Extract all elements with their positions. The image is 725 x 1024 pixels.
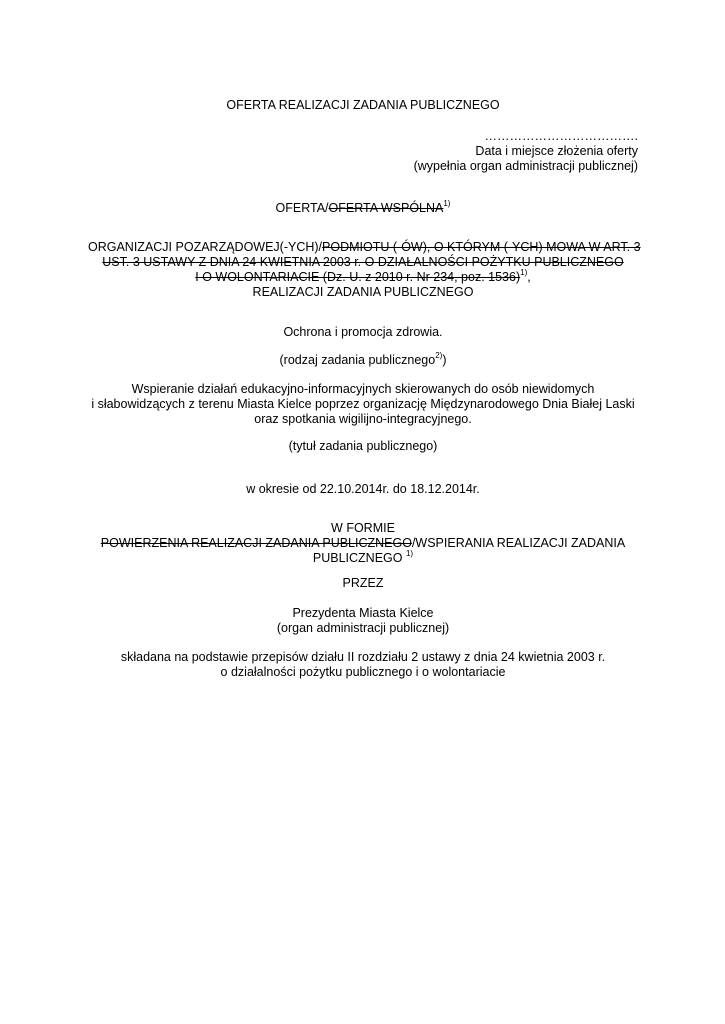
task-kind-caption-start: (rodzaj zadania publicznego	[279, 353, 436, 367]
form-struck: POWIERZENIA REALIZACJI ZADANIA PUBLICZNEGO	[100, 536, 412, 550]
offer-type-struck: OFERTA WSPÓLNA	[328, 201, 444, 215]
offer-type-normal: OFERTA/	[275, 201, 329, 215]
authority-caption: (organ administracji publicznej)	[276, 621, 450, 635]
document-title	[88, 98, 638, 113]
organization-struck-2: UST. 3 USTAWY Z DNIA 24 KWIETNIA 2003 r. O DZIAŁALNOŚCI POŻYTKU PUBLICZNEGO	[102, 255, 624, 269]
task-title-line-2: i słabowidzących z terenu Miasta Kielce poprzez organizację Międzynarodowego Dnia Białej Laski	[91, 397, 635, 411]
period-text: w okresie od 22.10.2014r. do 18.12.2014r.	[246, 482, 480, 496]
organization-normal: ORGANIZACJI POZARZĄDOWEJ(-YCH)/	[88, 240, 323, 254]
task-kind-caption	[88, 350, 638, 368]
title-text: OFERTA REALIZACJI ZADANIA PUBLICZNEGO	[226, 98, 500, 112]
form-normal: /WSPIERANIA REALIZACJI ZADANIA	[411, 536, 626, 550]
footnote-marker: 1)	[405, 548, 414, 558]
period	[88, 482, 638, 497]
date-caption: (wypełnia organ administracji publicznej)	[413, 159, 638, 173]
task-kind	[88, 325, 638, 340]
legal-basis-line-2: o działalności pożytku publicznego i o wolontariacie	[220, 665, 506, 679]
task-title-line-3: oraz spotkania wigilijno-integracyjnego.	[254, 412, 472, 426]
organization-struck-3: I O WOLONTARIACIE (Dz. U. z 2010 r. Nr 234, poz. 1536)	[195, 270, 521, 284]
task-title-caption	[88, 439, 638, 454]
form-block	[88, 521, 638, 566]
date-label: Data i miejsce złożenia oferty	[475, 144, 638, 158]
task-title-caption-text: (tytuł zadania publicznego)	[288, 439, 438, 453]
date-place-block	[338, 129, 638, 174]
task-kind-caption-end: )	[442, 353, 447, 367]
task-kind-value: Ochrona i promocja zdrowia.	[283, 325, 443, 339]
by-block	[88, 606, 638, 636]
organization-block	[88, 240, 641, 300]
by-heading	[88, 576, 638, 591]
footnote-marker: 1)	[520, 267, 528, 277]
date-dots: ……………………………….	[484, 129, 638, 143]
organization-struck-1: PODMIOTU (-ÓW), O KTÓRYM (-YCH) MOWA W ART. 3	[322, 240, 641, 254]
organization-comma: ,	[527, 270, 531, 284]
legal-basis	[88, 650, 638, 680]
task-title-line-1: Wspieranie działań edukacyjno-informacyjnych skierowanych do osób niewidomych	[131, 382, 595, 396]
footnote-marker: 2)	[435, 350, 443, 360]
authority-name: Prezydenta Miasta Kielce	[292, 606, 434, 620]
task-title	[88, 382, 638, 427]
by-heading-text: PRZEZ	[342, 576, 384, 590]
organization-line-4: REALIZACJI ZADANIA PUBLICZNEGO	[252, 285, 474, 299]
form-heading: W FORMIE	[331, 521, 395, 535]
footnote-marker: 1)	[443, 198, 451, 208]
form-line-2: PUBLICZNEGO	[312, 551, 403, 565]
offer-type	[88, 198, 638, 216]
legal-basis-line-1: składana na podstawie przepisów działu II rozdziału 2 ustawy z dnia 24 kwietnia 2003 r.	[120, 650, 606, 664]
